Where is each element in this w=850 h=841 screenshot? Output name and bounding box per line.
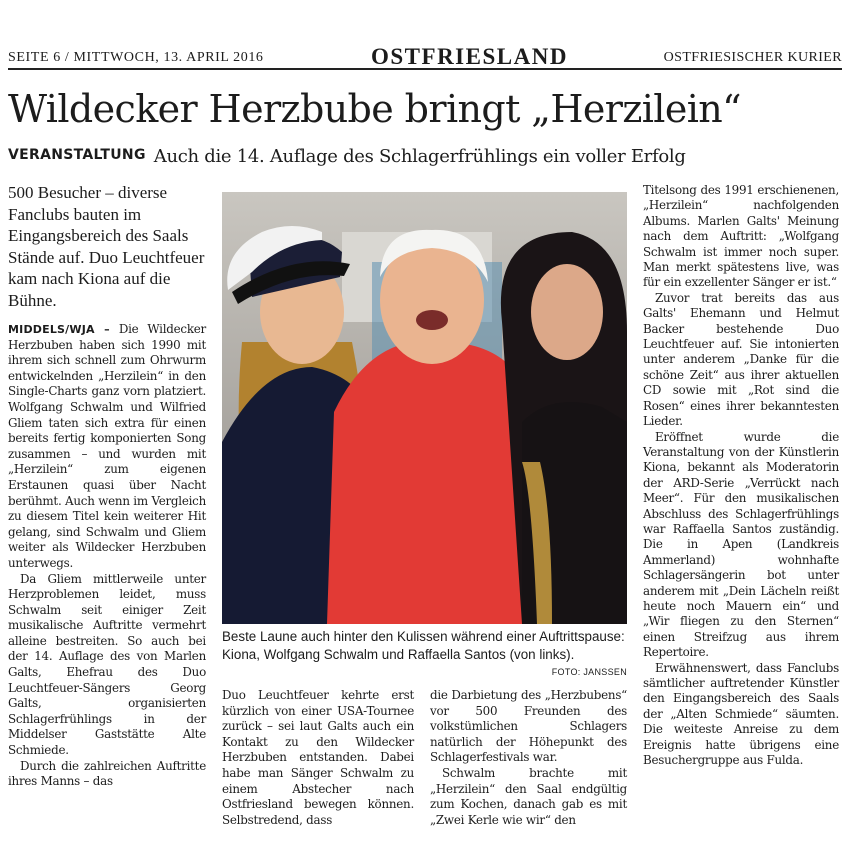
article-paragraph: die Darbietung des „Herzbubens“ vor 500 Freunden des volkstümlichen Schlagers natürlich der Höhepunkt des Schlagerfestivals war. bbox=[430, 688, 627, 765]
article-column-3 bbox=[430, 688, 627, 828]
article-headline: Wildecker Herzbube bringt „Herzilein“ bbox=[8, 87, 741, 131]
article-column-4 bbox=[643, 183, 839, 768]
article-paragraph: Eröffnet wurde die Veranstaltung von der Künstlerin Kiona, bekannt als Moderatorin der ARD-Serie „Verrückt nach Meer“. Für den musikalischen Abschluss des Schlagerfrühlings war Raffaella Santos zuständig. Die in Apen (Landkreis Ammerland) wohnhafte Schlagersängerin bot unter anderem mit „Dein Lächeln reißt heute noch Mauern ein“ und „Wir fliegen zu den Sternen“ einen Streifzug aus ihrem Repertoire. bbox=[643, 429, 839, 660]
page-header bbox=[8, 44, 842, 70]
article-paragraph: Zuvor trat bereits das aus Galts' Ehemann und Helmut Backer bestehende Duo Leuchtfeuer auf. Sie intonierten unter anderem „Danke für die schöne Zeit“ aus ihrer aktuellen CD sowie mit „Rot sind die Rosen“ eines ihrer bekanntesten Lieder. bbox=[643, 290, 839, 429]
article-dateline: MIDDELS/WJA – bbox=[8, 323, 110, 336]
article-paragraph: Da Gliem mittlerweile unter Herzproblemen leidet, muss Schwalm seit einiger Zeit musikalische Auftritte vermehrt alleine bestreiten. So auch bei der 14. Auflage des von Marlen Galts, Ehefrau des Duo Leuchtfeuer-Sängers Georg Galts, organisierten Schlagerfrühlings in der Middelser Gaststätte Alte Schmiede. bbox=[8, 571, 206, 758]
article-paragraph: Duo Leuchtfeuer kehrte erst kürzlich von einer USA-Tournee zurück – sei laut Galts auch ein Kontakt zu den Wildecker Herzbuben entstanden. Dabei habe man Sänger Schwalm zu einem Abstecher nach Ostfriesland bewegen können. Selbstredend, dass bbox=[222, 688, 414, 827]
article-teaser: 500 Besucher – diverse Fanclubs bauten im Eingangsbereich des Saals Stände auf. Duo Leuchtfeuer kam nach Kiona auf die Bühne. bbox=[8, 183, 205, 310]
article-kicker: VERANSTALTUNG bbox=[8, 147, 146, 163]
article-column-1 bbox=[8, 322, 206, 790]
article-paragraph: Erwähnenswert, dass Fanclubs sämtlicher auftretender Künstler den Eingangsbereich des Saals der „Alten Schmiede“ säumten. Die weiteste Anreise zu dem Ereignis hatte übrigens eine Besuchergruppe aus Fulda. bbox=[643, 660, 839, 768]
article-photo bbox=[222, 192, 627, 624]
article-subhead bbox=[8, 146, 686, 167]
article-paragraph bbox=[8, 322, 206, 572]
photo-caption bbox=[222, 628, 627, 677]
section-title: OSTFRIESLAND bbox=[371, 44, 568, 69]
article-deck: Auch die 14. Auflage des Schlagerfrühlings ein voller Erfolg bbox=[153, 146, 686, 167]
page-date-line: SEITE 6 / MITTWOCH, 13. APRIL 2016 bbox=[8, 50, 264, 65]
photo-credit: FOTO: JANSSEN bbox=[551, 667, 627, 677]
article-column-2 bbox=[222, 688, 414, 828]
article-paragraph: Schwalm brachte mit „Herzilein“ den Saal endgültig zum Kochen, danach gab es mit „Zwei Kerle wie wir“ den bbox=[430, 765, 627, 827]
newspaper-name: OSTFRIESISCHER KURIER bbox=[663, 50, 842, 65]
article-paragraph: Durch die zahlreichen Auftritte ihres Manns – das bbox=[8, 758, 206, 789]
photo-caption-text: Beste Laune auch hinter den Kulissen während einer Auftrittspause: Kiona, Wolfgang Schwalm und Raffaella Santos (von links). bbox=[222, 629, 625, 662]
paragraph-text: Die Wildecker Herzbuben haben sich 1990 mit ihrem sich schnell zum Ohrwurm entwickelnden „Herzilein“ in den Single-Charts ganz vorn platziert. Wolfgang Schwalm und Wilfried Gliem taten sich extra für einen bereits fertig komponierten Song zusammen – und wurden mit „Herzilein“ zum eigenen Erstaunen quasi über Nacht berühmt. Auch wenn im Vergleich zu diesem Titel kein weiterer Hit gelang, sind Schwalm und Gliem weiter als Wildecker Herzbuben unterwegs. bbox=[8, 322, 206, 570]
article-paragraph: Titelsong des 1991 erschienenen, „Herzilein“ nachfolgenden Albums. Marlen Galts' Meinung nach dem Auftritt: „Wolfgang Schwalm ist immer noch super. Man merkt spätestens live, was für ein exzellenter Sänger er ist.“ bbox=[643, 183, 839, 290]
